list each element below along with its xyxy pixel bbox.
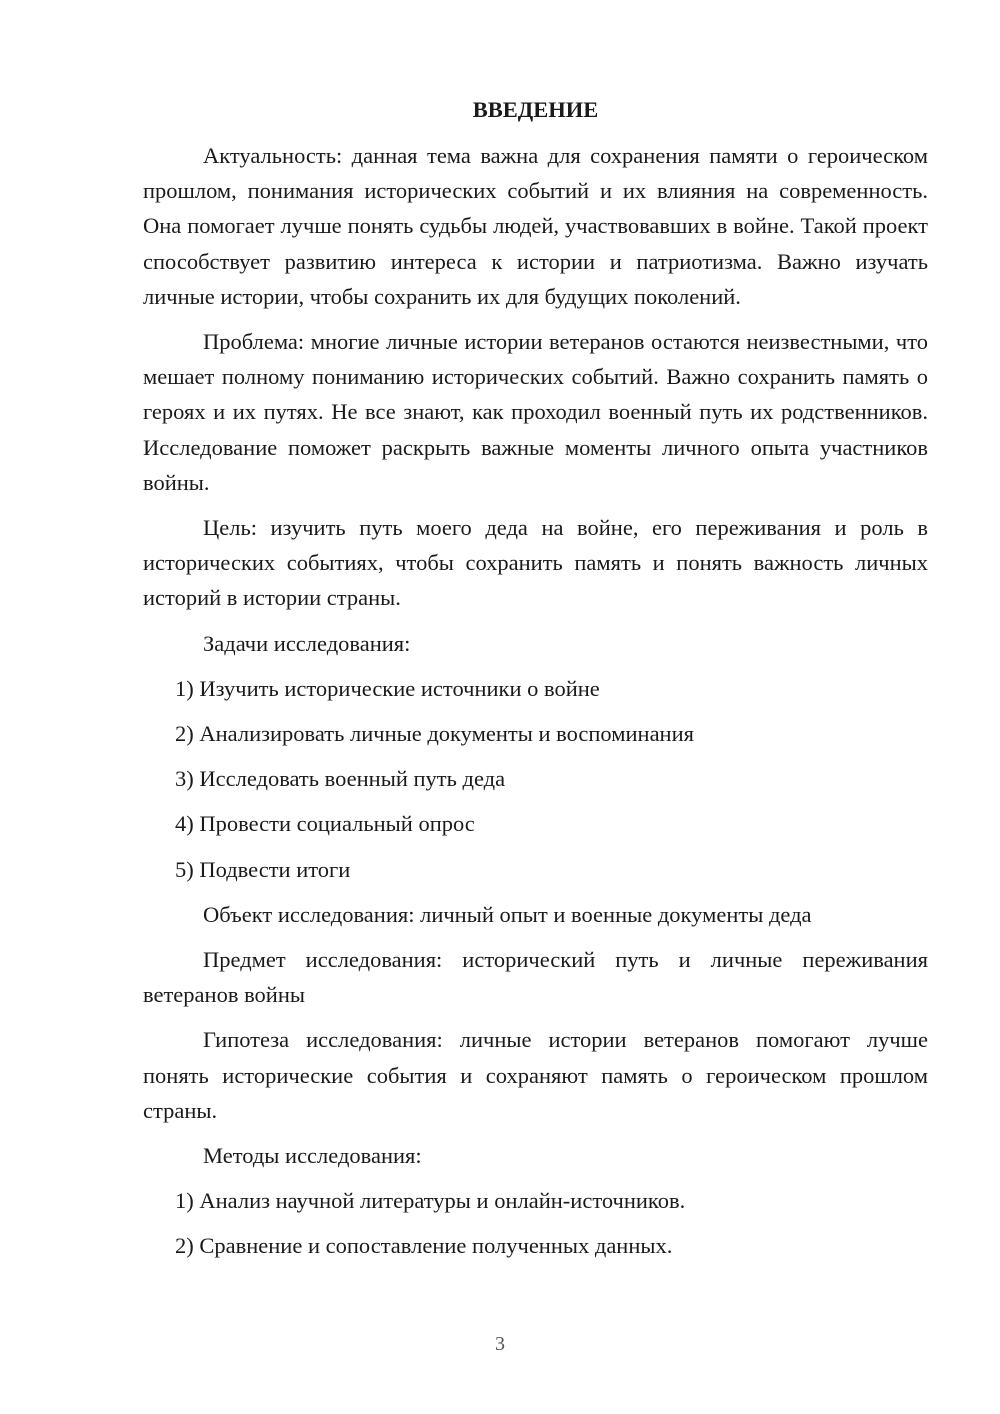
document-page: [143, 92, 928, 1274]
problem-paragraph: Проблема: многие личные истории ветеранов остаются неизвестными, что мешает полному пониманию исторических событий. Важно сохранить память о героях и их путях. Не все знают, как проходил военный путь их родственников. Исследование поможет раскрыть важные моменты личного опыта участников войны.: [143, 329, 928, 495]
hypothesis-paragraph: Гипотеза исследования: личные истории ветеранов помогают лучше понять исторические события и сохраняют память о героическом прошлом страны.: [143, 1027, 928, 1123]
goal-paragraph: Цель: изучить путь моего деда на войне, его переживания и роль в исторических событиях, чтобы сохранить память и понять важность личных историй в истории страны.: [143, 515, 928, 611]
methods-heading: Методы исследования:: [203, 1143, 422, 1169]
relevance-paragraph: Актуальность: данная тема важна для сохранения памяти о героическом прошлом, понимания исторических событий и их влияния на современность. Она помогает лучше понять судьбы людей, участвовавших в войне. Такой проект способствует развитию интереса к истории и патриотизма. Важно изучать личные истории, чтобы сохранить их для будущих поколений.: [143, 143, 928, 309]
task-item: 3) Исследовать военный путь деда: [175, 766, 506, 792]
task-item: 2) Анализировать личные документы и воспоминания: [175, 721, 694, 747]
task-item: 4) Провести социальный опрос: [175, 811, 475, 837]
task-item: 5) Подвести итоги: [175, 856, 351, 882]
tasks-heading: Задачи исследования:: [203, 630, 411, 656]
page-number: 3: [495, 1333, 505, 1355]
method-item: 1) Анализ научной литературы и онлайн-источников.: [175, 1188, 686, 1214]
task-item: 1) Изучить исторические источники о войне: [175, 675, 600, 701]
subject-paragraph: Предмет исследования: исторический путь и личные переживания ветеранов войны: [143, 947, 928, 1008]
section-title: ВВЕДЕНИЕ: [472, 97, 599, 122]
object-paragraph: Объект исследования: личный опыт и военные документы деда: [203, 901, 812, 927]
method-item: 2) Сравнение и сопоставление полученных данных.: [175, 1233, 673, 1259]
